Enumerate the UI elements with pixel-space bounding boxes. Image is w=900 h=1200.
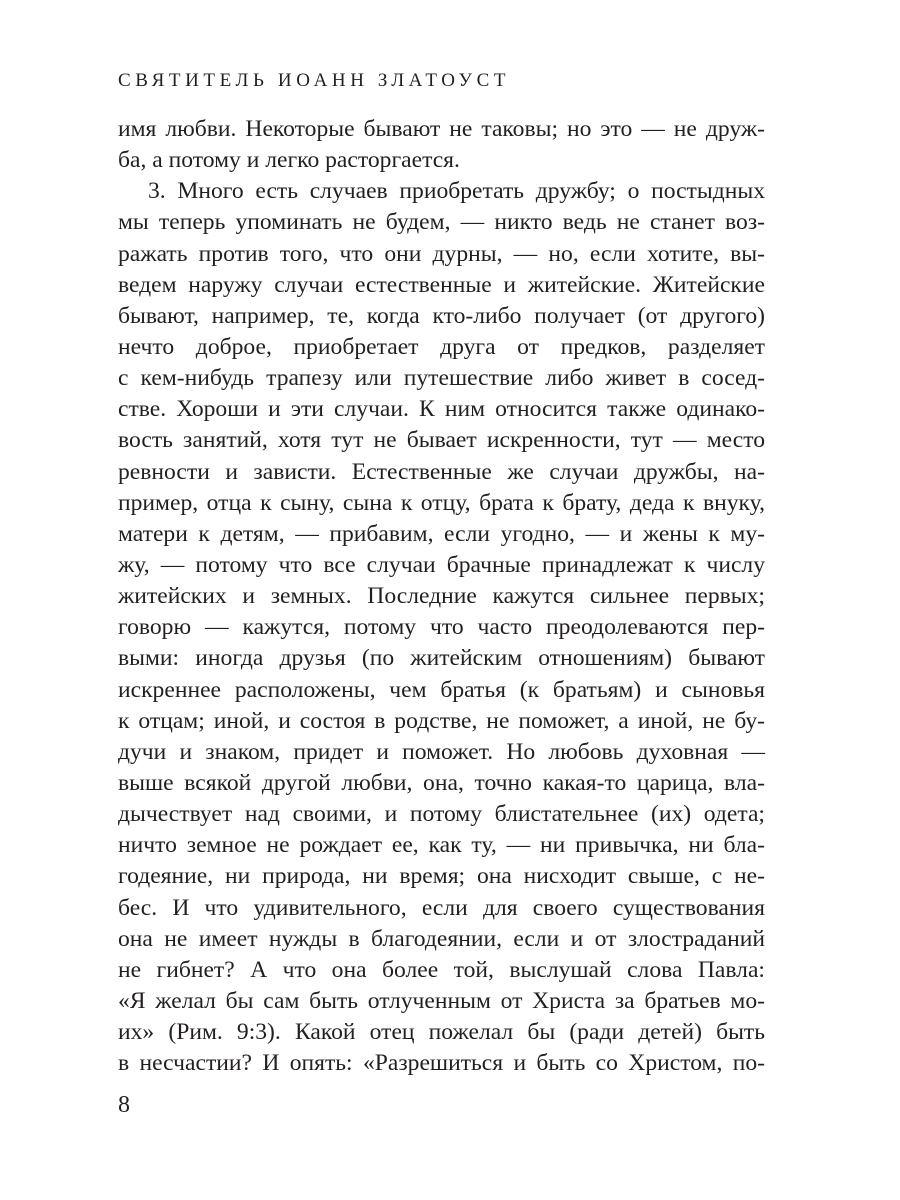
text-line: мы теперь упоминать не будем, — никто ведь не станет воз- [118,209,765,236]
text-line: ба, а потому и легко расторгается. [118,147,460,174]
text-line: имя любви. Некоторые бывают не таковы; но это — не друж- [118,116,765,142]
text-line: бес. И что удивительного, если для своего существования [118,894,765,921]
text-line: жу, — потому что все случаи брачные принадлежат к числу [118,551,765,578]
text-line: стве. Хороши и эти случаи. К ним относится также одинако- [118,396,765,423]
body-text [118,114,765,1079]
running-head: СВЯТИТЕЛЬ ИОАНН ЗЛАТОУСТ [118,70,511,91]
text-line: их» (Рим. 9:3). Какой отец пожелал бы (ради детей) быть [118,1019,765,1046]
text-line: дычествует над своими, и потому блистательнее (их) одета; [118,801,765,828]
text-line: матери к детям, — прибавим, если угодно, — и жены к му- [118,520,765,547]
text-line: ничто земное не рождает ее, как ту, — ни привычка, ни бла- [118,832,765,859]
text-line: «Я желал бы сам быть отлученным от Христа за братьев мо- [118,987,765,1014]
text-line: ревности и зависти. Естественные же случаи дружбы, на- [118,458,765,485]
text-line: искреннее расположены, чем братья (к братьям) и сыновья [118,676,765,703]
text-line: годеяние, ни природа, ни время; она нисходит свыше, с не- [118,863,765,890]
text-line: 3. Много есть случаев приобретать дружбу; о постыдных [148,178,765,205]
text-line: говорю — кажутся, потому что часто преодолеваются пер- [118,614,765,641]
text-line: дучи и знаком, придет и поможет. Но любовь духовная — [118,738,765,765]
text-line: с кем-нибудь трапезу или путешествие либо живет в сосед- [118,365,765,392]
text-line: она не имеет нужды в благодеянии, если и от злостраданий [118,925,765,952]
text-line: бывают, например, те, когда кто-либо получает (от другого) [118,302,765,329]
text-line: выми: иногда друзья (по житейским отношениям) бывают [118,645,765,672]
text-line: выше всякой другой любви, она, точно какая-то царица, вла- [118,769,765,796]
text-line: не гибнет? А что она более той, выслушай слова Павла: [118,956,765,983]
text-line: в несчастии? И опять: «Разрешиться и быть со Христом, по- [118,1050,765,1077]
text-line: ведем наружу случаи естественные и житейские. Житейские [118,271,765,298]
text-line: пример, отца к сыну, сына к отцу, брата к брату, деда к внуку, [118,489,765,516]
text-line: вость занятий, хотя тут не бывает искренности, тут — место [118,427,765,454]
page-number: 8 [118,1092,130,1118]
text-line: ражать против того, что они дурны, — но, если хотите, вы- [118,240,765,267]
text-line: житейских и земных. Последние кажутся сильнее первых; [118,583,765,610]
text-line: нечто доброе, приобретает друга от предков, разделяет [118,333,765,360]
text-line: к отцам; иной, и состоя в родстве, не поможет, а иной, не бу- [118,707,765,734]
